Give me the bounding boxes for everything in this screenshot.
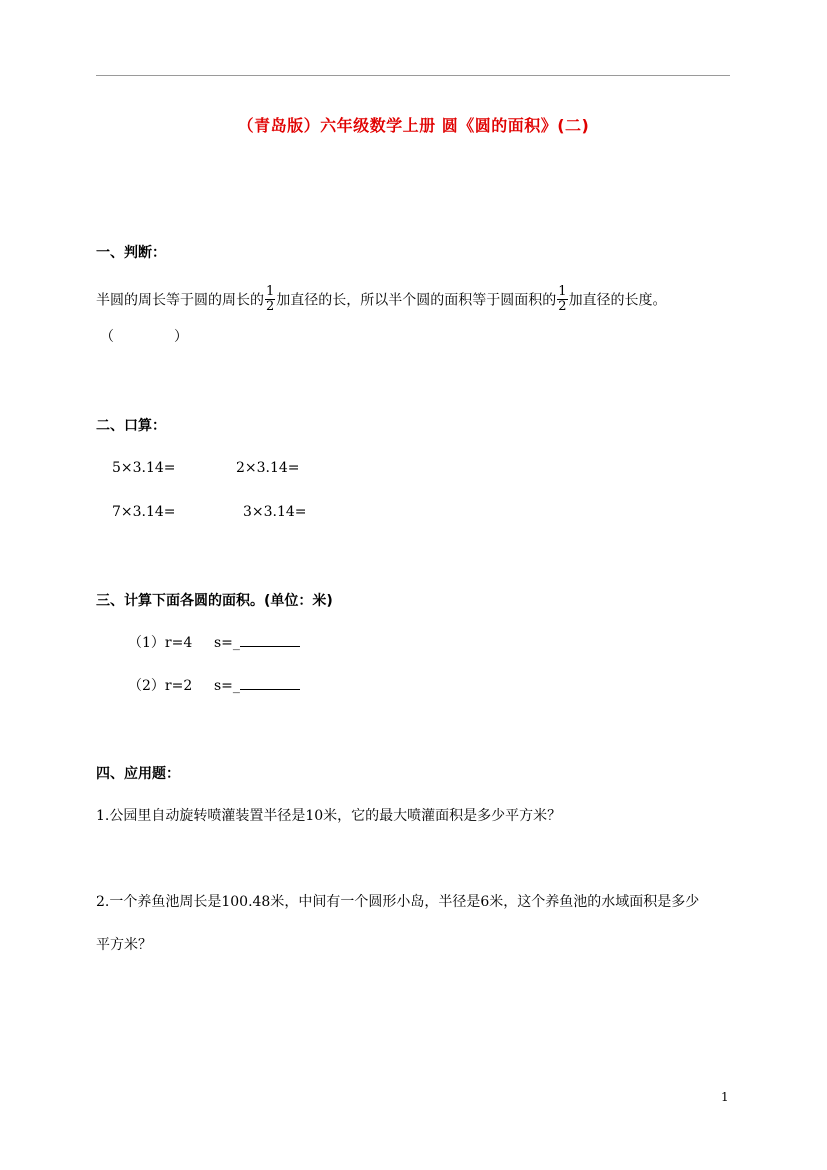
answer-prefix: s=_ bbox=[214, 635, 240, 651]
fraction-numerator: 1 bbox=[558, 284, 567, 299]
fraction-one-half bbox=[265, 285, 275, 314]
mental-math-item: 5×3.14= bbox=[112, 460, 176, 476]
statement-part-1: 半圆的周长等于圆的周长的 bbox=[96, 292, 264, 309]
section-heading-word-problems: 四、应用题： bbox=[96, 766, 180, 782]
statement-part-3: 加直径的长度。 bbox=[568, 292, 667, 309]
mental-math-item: 2×3.14= bbox=[236, 460, 300, 476]
fraction-numerator: 1 bbox=[266, 284, 275, 299]
answer-bracket[interactable] bbox=[100, 327, 188, 347]
section-heading-mental-math: 二、口算： bbox=[96, 418, 166, 434]
answer-blank[interactable] bbox=[240, 676, 300, 690]
word-problem-1: 1.公园里自动旋转喷灌装置半径是10米，它的最大喷灌面积是多少平方米？ bbox=[96, 808, 562, 824]
bracket-open: （ bbox=[100, 329, 114, 345]
section-heading-judgement: 一、判断： bbox=[96, 245, 166, 261]
judgement-statement bbox=[96, 286, 667, 315]
fraction-denominator: 2 bbox=[558, 299, 567, 314]
answer-prefix: s=_ bbox=[214, 678, 240, 694]
circle-item-label: （1）r=4 bbox=[128, 635, 193, 651]
page-title: （青岛版）六年级数学上册 圆《圆的面积》(二) bbox=[237, 116, 590, 135]
bracket-close: ） bbox=[174, 329, 188, 345]
statement-part-2: 加直径的长，所以半个圆的面积等于圆面积的 bbox=[276, 292, 557, 309]
word-problem-2-line-1: 2.一个养鱼池周长是100.48米，中间有一个圆形小岛，半径是6米，这个养鱼池的水域面积是多少 bbox=[96, 894, 700, 910]
mental-math-item: 3×3.14= bbox=[243, 504, 307, 520]
page-number: 1 bbox=[721, 1090, 729, 1104]
header-rule bbox=[96, 75, 730, 76]
circle-item-label: （2）r=2 bbox=[128, 678, 193, 694]
answer-blank[interactable] bbox=[240, 633, 300, 647]
mental-math-item: 7×3.14= bbox=[112, 504, 176, 520]
section-heading-circle-area: 三、计算下面各圆的面积。(单位：米) bbox=[96, 593, 333, 609]
fraction-one-half bbox=[557, 285, 567, 314]
circle-item-answer[interactable] bbox=[214, 676, 300, 696]
circle-item-answer[interactable] bbox=[214, 633, 300, 653]
fraction-denominator: 2 bbox=[266, 299, 275, 314]
word-problem-2-line-2: 平方米？ bbox=[96, 937, 152, 953]
